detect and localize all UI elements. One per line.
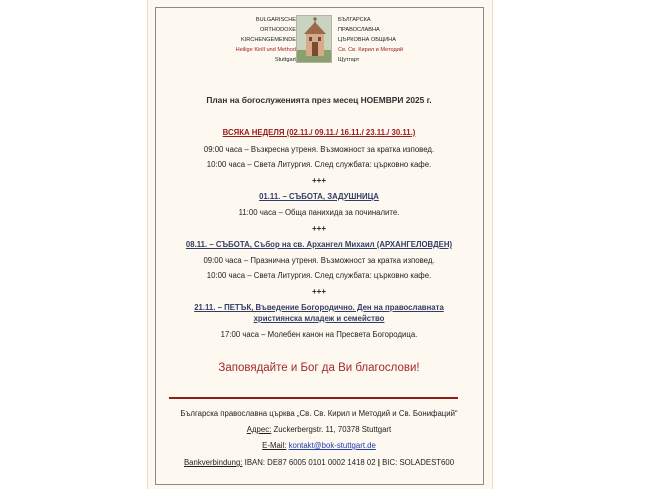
separator: +++ bbox=[311, 287, 326, 296]
header-bulgarian bbox=[338, 15, 403, 65]
header-line: ЦЪРКОВНА ОБЩИНА bbox=[338, 37, 396, 43]
event-heading: 01.11. – СЪБОТА, ЗАДУШНИЦА bbox=[259, 192, 379, 201]
header-german bbox=[216, 15, 296, 65]
header-line: БЪЛГАРСКА bbox=[338, 17, 371, 23]
header-line: ORTHODOXE bbox=[260, 27, 296, 33]
event-heading: 08.11. – СЪБОТА, Събор на св. Архангел Михаил (АРХАНГЕЛОВДЕН) bbox=[185, 240, 453, 249]
header-line: Щутгарт bbox=[338, 57, 360, 63]
church-logo bbox=[296, 15, 332, 63]
sunday-heading: ВСЯКА НЕДЕЛЯ (02.11./ 09.11./ 16.11./ 23.11./ 30.11.) bbox=[222, 128, 416, 137]
bic-separator: | bbox=[377, 458, 380, 467]
email-label: E-Mail: bbox=[262, 441, 287, 450]
footer-church: Българска православна църква „Св. Св. Кирил и Методий и Св. Бонифаций“ bbox=[180, 409, 458, 418]
header-line: Св. Св. Кирил и Методий bbox=[338, 47, 404, 53]
separator: +++ bbox=[311, 176, 326, 185]
divider bbox=[169, 397, 458, 399]
church-icon bbox=[297, 16, 332, 63]
address-label: Адрес: bbox=[246, 425, 272, 434]
bank-bic: BIC: SOLADEST600 bbox=[382, 458, 455, 467]
bank-label: Bankverbindung: bbox=[183, 458, 243, 467]
separator: +++ bbox=[311, 224, 326, 233]
event-heading-cont: християнска младеж и семейство bbox=[253, 314, 385, 323]
service-line: 09:00 часа – Възкресна утреня. Възможност за кратка изповед. bbox=[203, 145, 435, 154]
header-line: Heilige Kirill und Method bbox=[235, 47, 296, 53]
document-title: План на богослуженията през месец НОЕМВРИ 2025 г. bbox=[206, 95, 432, 105]
header-line: BULGARISCHE bbox=[255, 17, 296, 23]
service-line: 17:00 часа – Молебен канон на Пресвета Богородица. bbox=[220, 330, 418, 339]
email-link[interactable]: kontakt@bok-stuttgart.de bbox=[288, 441, 376, 450]
service-line: 10:00 часа – Света Литургия. След службата: църковно кафе. bbox=[206, 160, 432, 169]
address-value: Zuckerbergstr. 11, 70378 Stuttgart bbox=[273, 425, 392, 434]
service-line: 09:00 часа – Празнична утреня. Възможност за кратка изповед. bbox=[203, 256, 435, 265]
service-line: 10:00 часа – Света Литургия. След службата: църковно кафе. bbox=[206, 271, 432, 280]
header-line: Stuttgart bbox=[274, 57, 296, 63]
footer-address bbox=[147, 425, 491, 434]
service-line: 11:00 часа – Обща панихида за починалите. bbox=[238, 208, 400, 217]
event-heading: 21.11. – ПЕТЪК, Въведение Богородично. Ден на православната bbox=[194, 303, 444, 312]
header-line: ПРАВОСЛАВНА bbox=[338, 27, 380, 33]
footer-email bbox=[147, 441, 491, 450]
footer-bank bbox=[147, 458, 491, 467]
bank-iban: IBAN: DE87 6005 0101 0002 1418 02 bbox=[244, 458, 376, 467]
header-line: KIRCHENGEMEINDE bbox=[240, 37, 296, 43]
blessing: Заповядайте и Бог да Ви благослови! bbox=[218, 362, 420, 374]
